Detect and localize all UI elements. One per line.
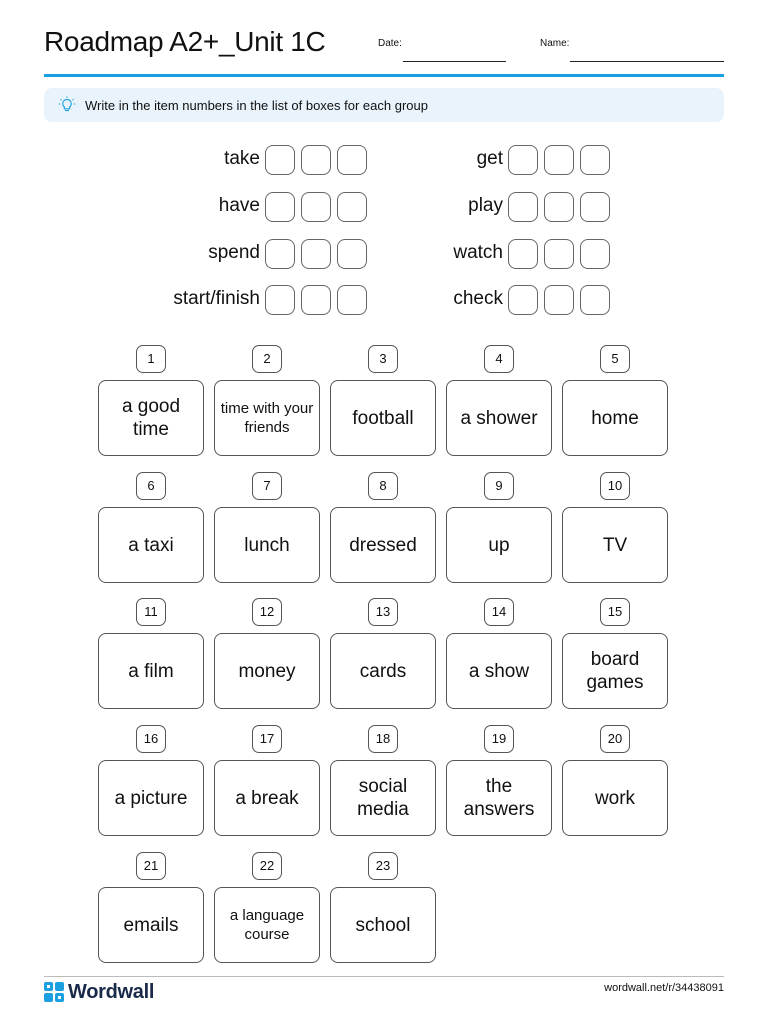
answer-box[interactable] [508, 239, 538, 269]
group-label: start/finish [173, 288, 260, 309]
item-number: 7 [252, 472, 282, 500]
group-label: get [476, 148, 503, 169]
item-number: 22 [252, 852, 282, 880]
answer-box[interactable] [301, 192, 331, 222]
answer-box[interactable] [508, 192, 538, 222]
item-card: time with your friends [214, 380, 320, 456]
answer-box[interactable] [265, 192, 295, 222]
answer-box[interactable] [544, 285, 574, 315]
item-number: 23 [368, 852, 398, 880]
item-card: up [446, 507, 552, 583]
answer-box[interactable] [265, 285, 295, 315]
answer-box[interactable] [580, 239, 610, 269]
group-label: check [453, 288, 503, 309]
item-number: 14 [484, 598, 514, 626]
item-card: dressed [330, 507, 436, 583]
answer-box[interactable] [265, 239, 295, 269]
item-number: 3 [368, 345, 398, 373]
name-label: Name: [540, 38, 570, 49]
item-card: a shower [446, 380, 552, 456]
item-card: a show [446, 633, 552, 709]
answer-box[interactable] [544, 145, 574, 175]
item-card: board games [562, 633, 668, 709]
item-number: 5 [600, 345, 630, 373]
item-card: a break [214, 760, 320, 836]
item-number: 2 [252, 345, 282, 373]
item-card: lunch [214, 507, 320, 583]
answer-box[interactable] [508, 285, 538, 315]
item-card: a language course [214, 887, 320, 963]
header-divider [44, 74, 724, 77]
item-number: 10 [600, 472, 630, 500]
item-card: a film [98, 633, 204, 709]
group-label: have [218, 195, 260, 216]
item-number: 8 [368, 472, 398, 500]
item-number: 15 [600, 598, 630, 626]
answer-box[interactable] [544, 192, 574, 222]
item-number: 21 [136, 852, 166, 880]
answer-box[interactable] [301, 145, 331, 175]
item-number: 11 [136, 598, 166, 626]
group-label: spend [208, 242, 260, 263]
answer-box[interactable] [301, 239, 331, 269]
item-card: TV [562, 507, 668, 583]
instruction-banner [44, 88, 724, 122]
answer-box[interactable] [508, 145, 538, 175]
logo-text: Wordwall [68, 980, 155, 1003]
instruction-text: Write in the item numbers in the list of boxes for each group [85, 98, 428, 113]
answer-box[interactable] [580, 192, 610, 222]
page-title: Roadmap A2+_Unit 1C [44, 26, 326, 57]
item-card: a good time [98, 380, 204, 456]
item-number: 6 [136, 472, 166, 500]
answer-box[interactable] [544, 239, 574, 269]
date-label: Date: [378, 38, 402, 49]
item-number: 13 [368, 598, 398, 626]
answer-box[interactable] [580, 145, 610, 175]
item-card: a picture [98, 760, 204, 836]
item-number: 16 [136, 725, 166, 753]
group-label: watch [453, 242, 503, 263]
footer-url[interactable]: wordwall.net/r/34438091 [604, 982, 724, 994]
item-number: 18 [368, 725, 398, 753]
name-field[interactable] [570, 61, 724, 62]
item-card: home [562, 380, 668, 456]
date-field[interactable] [403, 61, 506, 62]
group-label: take [224, 148, 260, 169]
item-card: the answers [446, 760, 552, 836]
group-label: play [468, 195, 503, 216]
item-number: 1 [136, 345, 166, 373]
item-number: 20 [600, 725, 630, 753]
item-card: work [562, 760, 668, 836]
item-number: 19 [484, 725, 514, 753]
item-card: football [330, 380, 436, 456]
wordwall-logo-icon [44, 982, 64, 1002]
item-number: 12 [252, 598, 282, 626]
wordwall-logo [44, 982, 154, 1002]
answer-box[interactable] [580, 285, 610, 315]
footer-divider [44, 976, 724, 977]
lightbulb-icon [58, 96, 76, 114]
item-card: emails [98, 887, 204, 963]
answer-box[interactable] [265, 145, 295, 175]
item-number: 4 [484, 345, 514, 373]
item-number: 17 [252, 725, 282, 753]
item-number: 9 [484, 472, 514, 500]
item-card: school [330, 887, 436, 963]
item-card: money [214, 633, 320, 709]
item-card: social media [330, 760, 436, 836]
item-card: cards [330, 633, 436, 709]
item-card: a taxi [98, 507, 204, 583]
answer-box[interactable] [301, 285, 331, 315]
